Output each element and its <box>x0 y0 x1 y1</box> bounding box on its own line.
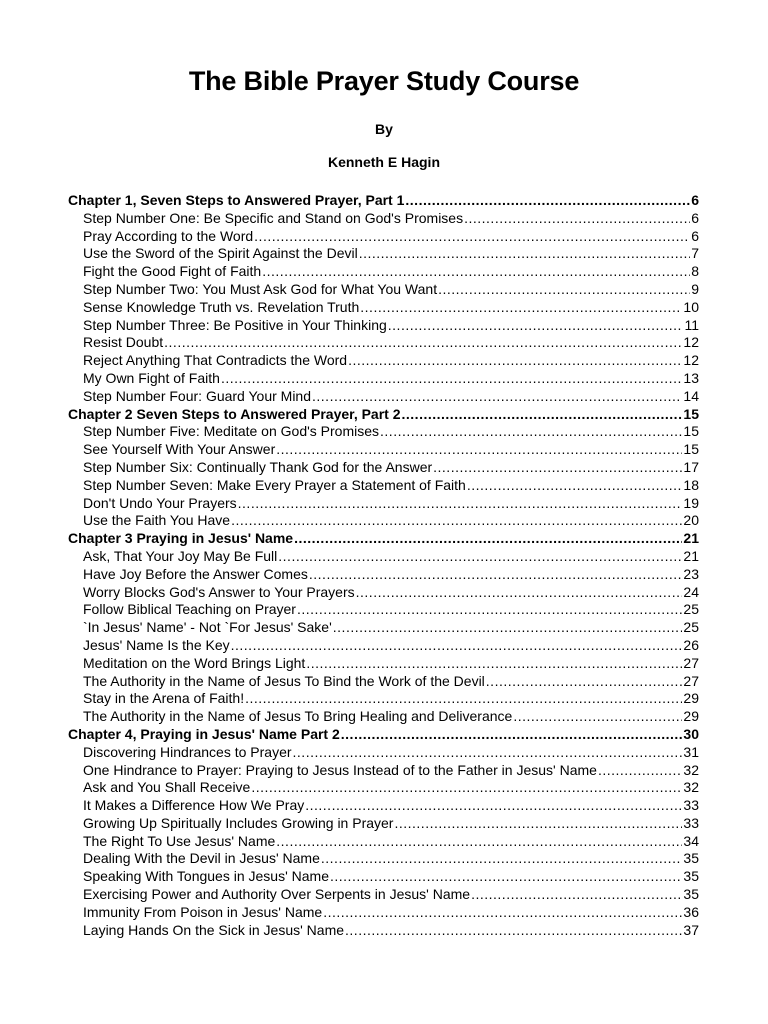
toc-page-number: 6 <box>691 192 699 208</box>
dot-leader <box>359 245 691 263</box>
toc-entry-title: Have Joy Before the Answer Comes <box>83 565 308 582</box>
toc-entry-title: Fight the Good Fight of Faith <box>83 263 262 280</box>
toc-entry-title: Step Number One: Be Specific and Stand on God's Promises <box>83 209 464 226</box>
toc-entry-title: The Authority in the Name of Jesus To Bring Healing and Deliverance <box>83 708 513 725</box>
toc-page-number: 24 <box>683 583 699 600</box>
toc-section-entry[interactable] <box>68 690 699 708</box>
toc-section-entry[interactable] <box>68 886 699 904</box>
byline-label: By <box>375 121 393 137</box>
toc-section-entry[interactable] <box>68 388 699 406</box>
toc-section-entry[interactable] <box>68 922 699 940</box>
toc-entry-title: One Hindrance to Prayer: Praying to Jesus Instead of to the Father in Jesus' Name <box>83 761 597 778</box>
toc-page-number: 36 <box>683 903 699 920</box>
toc-page-number: 7 <box>691 245 699 262</box>
toc-entry-title: Don't Undo Your Prayers <box>83 494 237 511</box>
toc-page-number: 15 <box>683 423 699 440</box>
toc-chapter-entry[interactable] <box>68 726 699 744</box>
dot-leader <box>388 317 684 335</box>
dot-leader <box>356 584 683 602</box>
toc-section-entry[interactable] <box>68 601 699 619</box>
toc-page-number: 30 <box>683 725 699 742</box>
toc-page-number: 23 <box>683 565 699 582</box>
toc-section-entry[interactable] <box>68 495 699 513</box>
dot-leader <box>402 406 683 424</box>
toc-entry-title: Reject Anything That Contradicts the Word <box>83 352 348 369</box>
toc-entry-title: Dealing With the Devil in Jesus' Name <box>83 850 320 867</box>
dot-leader <box>231 512 682 530</box>
toc-page-number: 6 <box>691 227 699 244</box>
dot-leader <box>467 477 683 495</box>
author-name: Kenneth E Hagin <box>327 154 440 170</box>
toc-section-entry[interactable] <box>68 868 699 886</box>
dot-leader <box>405 192 690 210</box>
toc-page-number: 35 <box>683 886 699 903</box>
toc-entry-title: It Makes a Difference How We Pray <box>83 797 305 814</box>
dot-leader <box>245 690 682 708</box>
toc-entry-title: Ask and You Shall Receive <box>83 779 251 796</box>
toc-page-number: 17 <box>683 458 699 475</box>
toc-section-entry[interactable] <box>68 441 699 459</box>
dot-leader <box>471 886 682 904</box>
toc-entry-title: Sense Knowledge Truth vs. Revelation Truth <box>83 298 360 315</box>
toc-section-entry[interactable] <box>68 245 699 263</box>
toc-page-number: 29 <box>683 690 699 707</box>
toc-section-entry[interactable] <box>68 744 699 762</box>
dot-leader <box>321 850 683 868</box>
toc-page-number: 13 <box>683 369 699 386</box>
toc-section-entry[interactable] <box>68 815 699 833</box>
toc-section-entry[interactable] <box>68 352 699 370</box>
dot-leader <box>598 762 682 780</box>
toc-section-entry[interactable] <box>68 228 699 246</box>
toc-page-number: 10 <box>683 298 699 315</box>
toc-page-number: 15 <box>683 405 699 422</box>
toc-page-number: 12 <box>683 334 699 351</box>
toc-entry-title: Step Number Seven: Make Every Prayer a Statement of Faith <box>83 476 466 493</box>
toc-entry-title: Chapter 2 Seven Steps to Answered Prayer, Part 2 <box>68 405 401 422</box>
toc-entry-title: Immunity From Poison in Jesus' Name <box>83 903 323 920</box>
toc-chapter-entry[interactable] <box>68 406 699 424</box>
dot-leader <box>297 601 682 619</box>
dot-leader <box>231 637 683 655</box>
toc-chapter-entry[interactable] <box>68 530 699 548</box>
toc-entry-title: Use the Faith You Have <box>83 512 231 529</box>
toc-entry-title: Step Number Four: Guard Your Mind <box>83 387 312 404</box>
dot-leader <box>433 459 682 477</box>
dot-leader <box>333 619 683 637</box>
dot-leader <box>348 352 682 370</box>
toc-section-entry[interactable] <box>68 673 699 691</box>
toc-entry-title: Speaking With Tongues in Jesus' Name <box>83 868 329 885</box>
toc-section-entry[interactable] <box>68 833 699 851</box>
toc-entry-title: Use the Sword of the Spirit Against the Devil <box>83 245 358 262</box>
dot-leader <box>360 299 682 317</box>
toc-page-number: 25 <box>683 619 699 636</box>
dot-leader <box>164 334 682 352</box>
toc-page-number: 6 <box>691 209 699 226</box>
toc-section-entry[interactable] <box>68 281 699 299</box>
toc-entry-title: Stay in the Arena of Faith! <box>83 690 245 707</box>
toc-entry-title: Meditation on the Word Brings Light <box>83 654 306 671</box>
toc-entry-title: Chapter 4, Praying in Jesus' Name Part 2 <box>68 725 340 742</box>
dot-leader <box>305 797 682 815</box>
toc-page-number: 32 <box>683 779 699 796</box>
toc-page-number: 35 <box>683 868 699 885</box>
toc-page-number: 20 <box>683 512 699 529</box>
toc-entry-title: Chapter 1, Seven Steps to Answered Prayer, Part 1 <box>68 192 405 208</box>
toc-entry-title: Growing Up Spiritually Includes Growing in Prayer <box>83 814 394 831</box>
toc-section-entry[interactable] <box>68 477 699 495</box>
toc-page-number: 27 <box>683 672 699 689</box>
toc-entry-title: Follow Biblical Teaching on Prayer <box>83 601 296 618</box>
dot-leader <box>221 370 682 388</box>
toc-section-entry[interactable] <box>68 423 699 441</box>
dot-leader <box>312 388 682 406</box>
toc-section-entry[interactable] <box>68 459 699 477</box>
toc-entry-title: Step Number Five: Meditate on God's Promises <box>83 423 380 440</box>
toc-entry-title: Chapter 3 Praying in Jesus' Name <box>68 530 294 547</box>
dot-leader <box>394 815 682 833</box>
toc-entry-title: Pray According to the Word <box>83 227 254 244</box>
toc-chapter-entry[interactable] <box>68 192 699 210</box>
dot-leader <box>486 673 683 691</box>
toc-section-entry[interactable] <box>68 850 699 868</box>
toc-page-number: 18 <box>683 476 699 493</box>
dot-leader <box>309 566 683 584</box>
toc-page-number: 11 <box>684 316 699 333</box>
dot-leader <box>276 441 682 459</box>
toc-section-entry[interactable] <box>68 904 699 922</box>
toc-section-entry[interactable] <box>68 566 699 584</box>
toc-entry-title: My Own Fight of Faith <box>83 369 220 386</box>
toc-section-entry[interactable] <box>68 619 699 637</box>
toc-entry-title: The Right To Use Jesus' Name <box>83 832 276 849</box>
toc-entry-title: Jesus' Name Is the Key <box>83 636 230 653</box>
toc-page-number: 21 <box>683 547 699 564</box>
toc-entry-title: Resist Doubt <box>83 334 164 351</box>
dot-leader <box>238 495 683 513</box>
toc-entry-title: Step Number Two: You Must Ask God for What You Want <box>83 280 438 297</box>
toc-section-entry[interactable] <box>68 797 699 815</box>
toc-section-entry[interactable] <box>68 317 699 335</box>
toc-section-entry[interactable] <box>68 512 699 530</box>
toc-section-entry[interactable] <box>68 299 699 317</box>
toc-section-entry[interactable] <box>68 334 699 352</box>
toc-page-number: 29 <box>683 708 699 725</box>
toc-section-entry[interactable] <box>68 263 699 281</box>
toc-page-number: 8 <box>691 263 699 280</box>
toc-section-entry[interactable] <box>68 210 699 228</box>
toc-entry-title: Step Number Three: Be Positive in Your Thinking <box>83 316 387 333</box>
toc-entry-title: Laying Hands On the Sick in Jesus' Name <box>83 921 345 938</box>
dot-leader <box>330 868 682 886</box>
toc-page-number: 26 <box>683 636 699 653</box>
dot-leader <box>254 228 690 246</box>
toc-section-entry[interactable] <box>68 708 699 726</box>
toc-page-number: 35 <box>683 850 699 867</box>
toc-entry-title: Discovering Hindrances to Prayer <box>83 743 292 760</box>
toc-entry-title: Exercising Power and Authority Over Serpents in Jesus' Name <box>83 886 471 903</box>
dot-leader <box>513 708 682 726</box>
toc-page-number: 37 <box>683 921 699 938</box>
dot-leader <box>306 655 682 673</box>
document-title: The Bible Prayer Study Course <box>188 66 580 96</box>
toc-page-number: 31 <box>683 743 699 760</box>
dot-leader <box>262 263 690 281</box>
dot-leader <box>276 833 682 851</box>
toc-entry-title: Ask, That Your Joy May Be Full <box>83 547 278 564</box>
toc-entry-title: The Authority in the Name of Jesus To Bind the Work of the Devil <box>83 672 485 689</box>
table-of-contents <box>68 192 699 939</box>
toc-page-number: 21 <box>683 530 699 547</box>
toc-page-number: 33 <box>683 814 699 831</box>
toc-section-entry[interactable] <box>68 548 699 566</box>
toc-page-number: 9 <box>691 280 699 297</box>
toc-section-entry[interactable] <box>68 762 699 780</box>
dot-leader <box>278 548 682 566</box>
toc-entry-title: See Yourself With Your Answer <box>83 441 276 458</box>
dot-leader <box>251 779 682 797</box>
dot-leader <box>438 281 690 299</box>
toc-page-number: 34 <box>683 832 699 849</box>
dot-leader <box>294 530 682 548</box>
toc-section-entry[interactable] <box>68 637 699 655</box>
toc-section-entry[interactable] <box>68 370 699 388</box>
toc-entry-title: Step Number Six: Continually Thank God for the Answer <box>83 458 433 475</box>
toc-section-entry[interactable] <box>68 779 699 797</box>
toc-page-number: 15 <box>683 441 699 458</box>
toc-page-number: 27 <box>683 654 699 671</box>
toc-entry-title: Worry Blocks God's Answer to Your Prayers <box>83 583 355 600</box>
dot-leader <box>341 726 683 744</box>
toc-page-number: 25 <box>683 601 699 618</box>
toc-page-number: 32 <box>683 761 699 778</box>
toc-section-entry[interactable] <box>68 655 699 673</box>
toc-page-number: 14 <box>683 387 699 404</box>
dot-leader <box>293 744 683 762</box>
dot-leader <box>323 904 682 922</box>
dot-leader <box>464 210 690 228</box>
toc-page-number: 19 <box>683 494 699 511</box>
dot-leader <box>380 423 682 441</box>
toc-page-number: 33 <box>683 797 699 814</box>
toc-page-number: 12 <box>683 352 699 369</box>
dot-leader <box>345 922 682 940</box>
toc-entry-title: `In Jesus' Name' - Not `For Jesus' Sake' <box>83 619 332 636</box>
toc-section-entry[interactable] <box>68 584 699 602</box>
